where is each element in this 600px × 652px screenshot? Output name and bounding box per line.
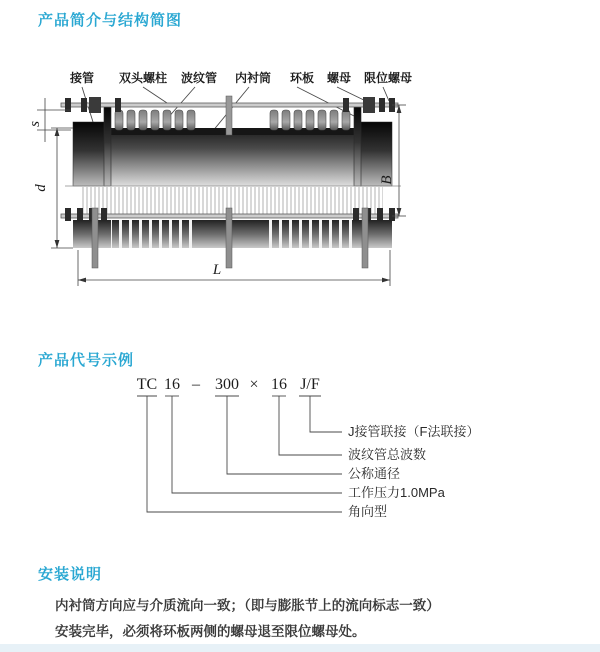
lower-body — [73, 220, 392, 248]
token-diameter: 300 — [215, 376, 239, 393]
section-title-code: 产品代号示例 — [38, 352, 135, 369]
dim-B-lines — [392, 105, 406, 216]
install-note-line1: 内衬筒方向应与介质流向一致；（即与膨胀节上的流向标志一致） — [55, 598, 440, 613]
dim-d-arrow-bottom — [55, 240, 60, 248]
token-pressure: 16 — [164, 376, 180, 393]
dim-d: d — [33, 184, 49, 192]
token-connection: J/F — [300, 376, 320, 393]
product-code-example — [120, 375, 590, 533]
bellows-upper — [115, 110, 350, 130]
dim-L: L — [212, 262, 222, 278]
code-breakdown — [120, 375, 590, 533]
label-jieguan: 接管 — [69, 71, 95, 85]
dim-d-lines — [51, 128, 73, 248]
label-neichentong: 内衬筒 — [234, 71, 272, 85]
callout-diameter: 公称通径 — [348, 466, 401, 481]
dim-B: B — [379, 175, 395, 185]
label-luomu: 螺母 — [326, 71, 352, 85]
footer-strip — [0, 644, 600, 652]
label-shuangtou: 双头螺柱 — [118, 71, 168, 85]
token-times: × — [249, 376, 259, 393]
label-bowenguan: 波纹管 — [180, 71, 218, 85]
ring-plate-right — [354, 106, 361, 186]
token-waves: 16 — [271, 376, 287, 393]
callout-type: 角向型 — [348, 504, 388, 519]
section-title-install: 安装说明 — [38, 566, 103, 583]
callout-labels — [348, 424, 479, 519]
label-huanban: 环板 — [289, 71, 315, 85]
install-note-line2: 安装完毕，必须将环板两侧的螺母退至限位螺母处。 — [55, 624, 366, 639]
label-xianwei: 限位螺母 — [363, 71, 413, 85]
section-title-intro: 产品简介与结构简图 — [38, 12, 183, 29]
main-body — [73, 122, 392, 186]
dim-L-lines — [78, 250, 390, 286]
code-tokens — [137, 376, 320, 393]
dim-s: s — [27, 121, 43, 127]
expansion-joint-drawing — [25, 58, 475, 318]
ring-plate-left — [104, 106, 111, 186]
callout-pressure: 工作压力1.0MPa — [348, 485, 445, 500]
part-labels — [69, 70, 412, 85]
callout-waves: 波纹管总波数 — [348, 447, 427, 462]
structure-diagram — [25, 58, 475, 318]
callout-lines — [137, 396, 342, 512]
token-type: TC — [136, 376, 158, 393]
install-notes — [55, 593, 535, 645]
dim-L-arrow-left — [78, 278, 86, 283]
dim-L-arrow-right — [382, 278, 390, 283]
callout-connection: J接管联接（F法联接） — [348, 424, 480, 439]
token-dash: – — [192, 376, 200, 393]
dim-d-arrow-top — [55, 128, 60, 136]
